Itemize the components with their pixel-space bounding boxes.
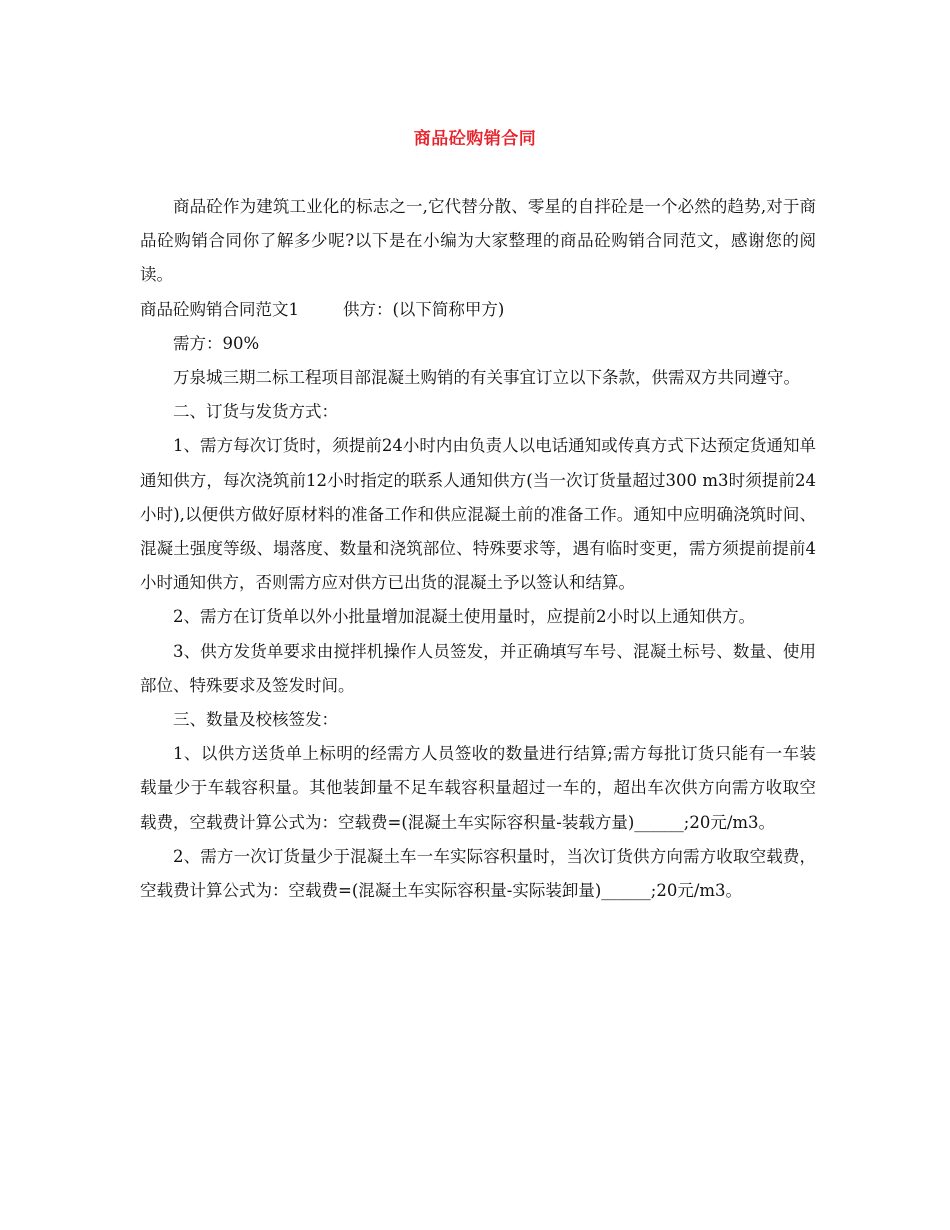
intro-paragraph: 商品砼作为建筑工业化的标志之一,它代替分散、零星的自拌砼是一个必然的趋势,对于商品砼购销合同你了解多少呢?以下是在小编为大家整理的商品砼购销合同范文，感谢您的阅读。 — [140, 197, 816, 285]
supplier-label: 供方：(以下简称甲方) — [343, 299, 505, 319]
quantity-clause-1: 1、以供方送货单上标明的经需方人员签收的数量进行结算;需方每批订货只能有一车装载量少于车载容积量。其他装卸量不足车载容积量超过一车的，超出车次供方向需方收取空载费，空载费计算公式为：空载费=(混凝土车实际容积量-装载方量)______;20元/m3。 — [140, 744, 816, 832]
section-heading-ordering: 二、订货与发货方式： — [173, 402, 338, 422]
sample-heading: 商品砼购销合同范文1 — [140, 299, 299, 319]
quantity-clause-2: 2、需方一次订货量少于混凝土车一车实际容积量时，当次订货供方向需方收取空载费，空载费计算公式为：空载费=(混凝土车实际容积量-实际装卸量)______;20元/m3。 — [140, 846, 816, 901]
section-heading-quantity: 三、数量及校核签发： — [173, 710, 338, 730]
sample-heading-line — [140, 293, 816, 327]
ordering-clause-2: 2、需方在订货单以外小批量增加混凝土使用量时，应提前2小时以上通知供方。 — [173, 607, 755, 627]
document-body — [140, 190, 816, 908]
ordering-clause-1: 1、需方每次订货时，须提前24小时内由负责人以电话通知或传真方式下达预定货通知单通知供方，每次浇筑前12小时指定的联系人通知供方(当一次订货量超过300 m3时须提前24小时),以便供方做好原材料的准备工作和供应混凝土前的准备工作。通知中应明确浇筑时间、混凝土强度等级、塌落度、数量和浇筑部位、特殊要求等，遇有临时变更，需方须提前提前4小时通知供方，否则需方应对供方已出货的混凝土予以签认和结算。 — [140, 436, 816, 593]
buyer-line: 需方：90% — [173, 333, 260, 353]
ordering-clause-3: 3、供方发货单要求由搅拌机操作人员签发，并正确填写车号、混凝土标号、数量、使用部位、特殊要求及签发时间。 — [140, 641, 816, 695]
agreement-paragraph: 万泉城三期二标工程项目部混凝土购销的有关事宜订立以下条款，供需双方共同遵守。 — [173, 368, 800, 388]
document-title: 商品砼购销合同 — [413, 129, 537, 149]
